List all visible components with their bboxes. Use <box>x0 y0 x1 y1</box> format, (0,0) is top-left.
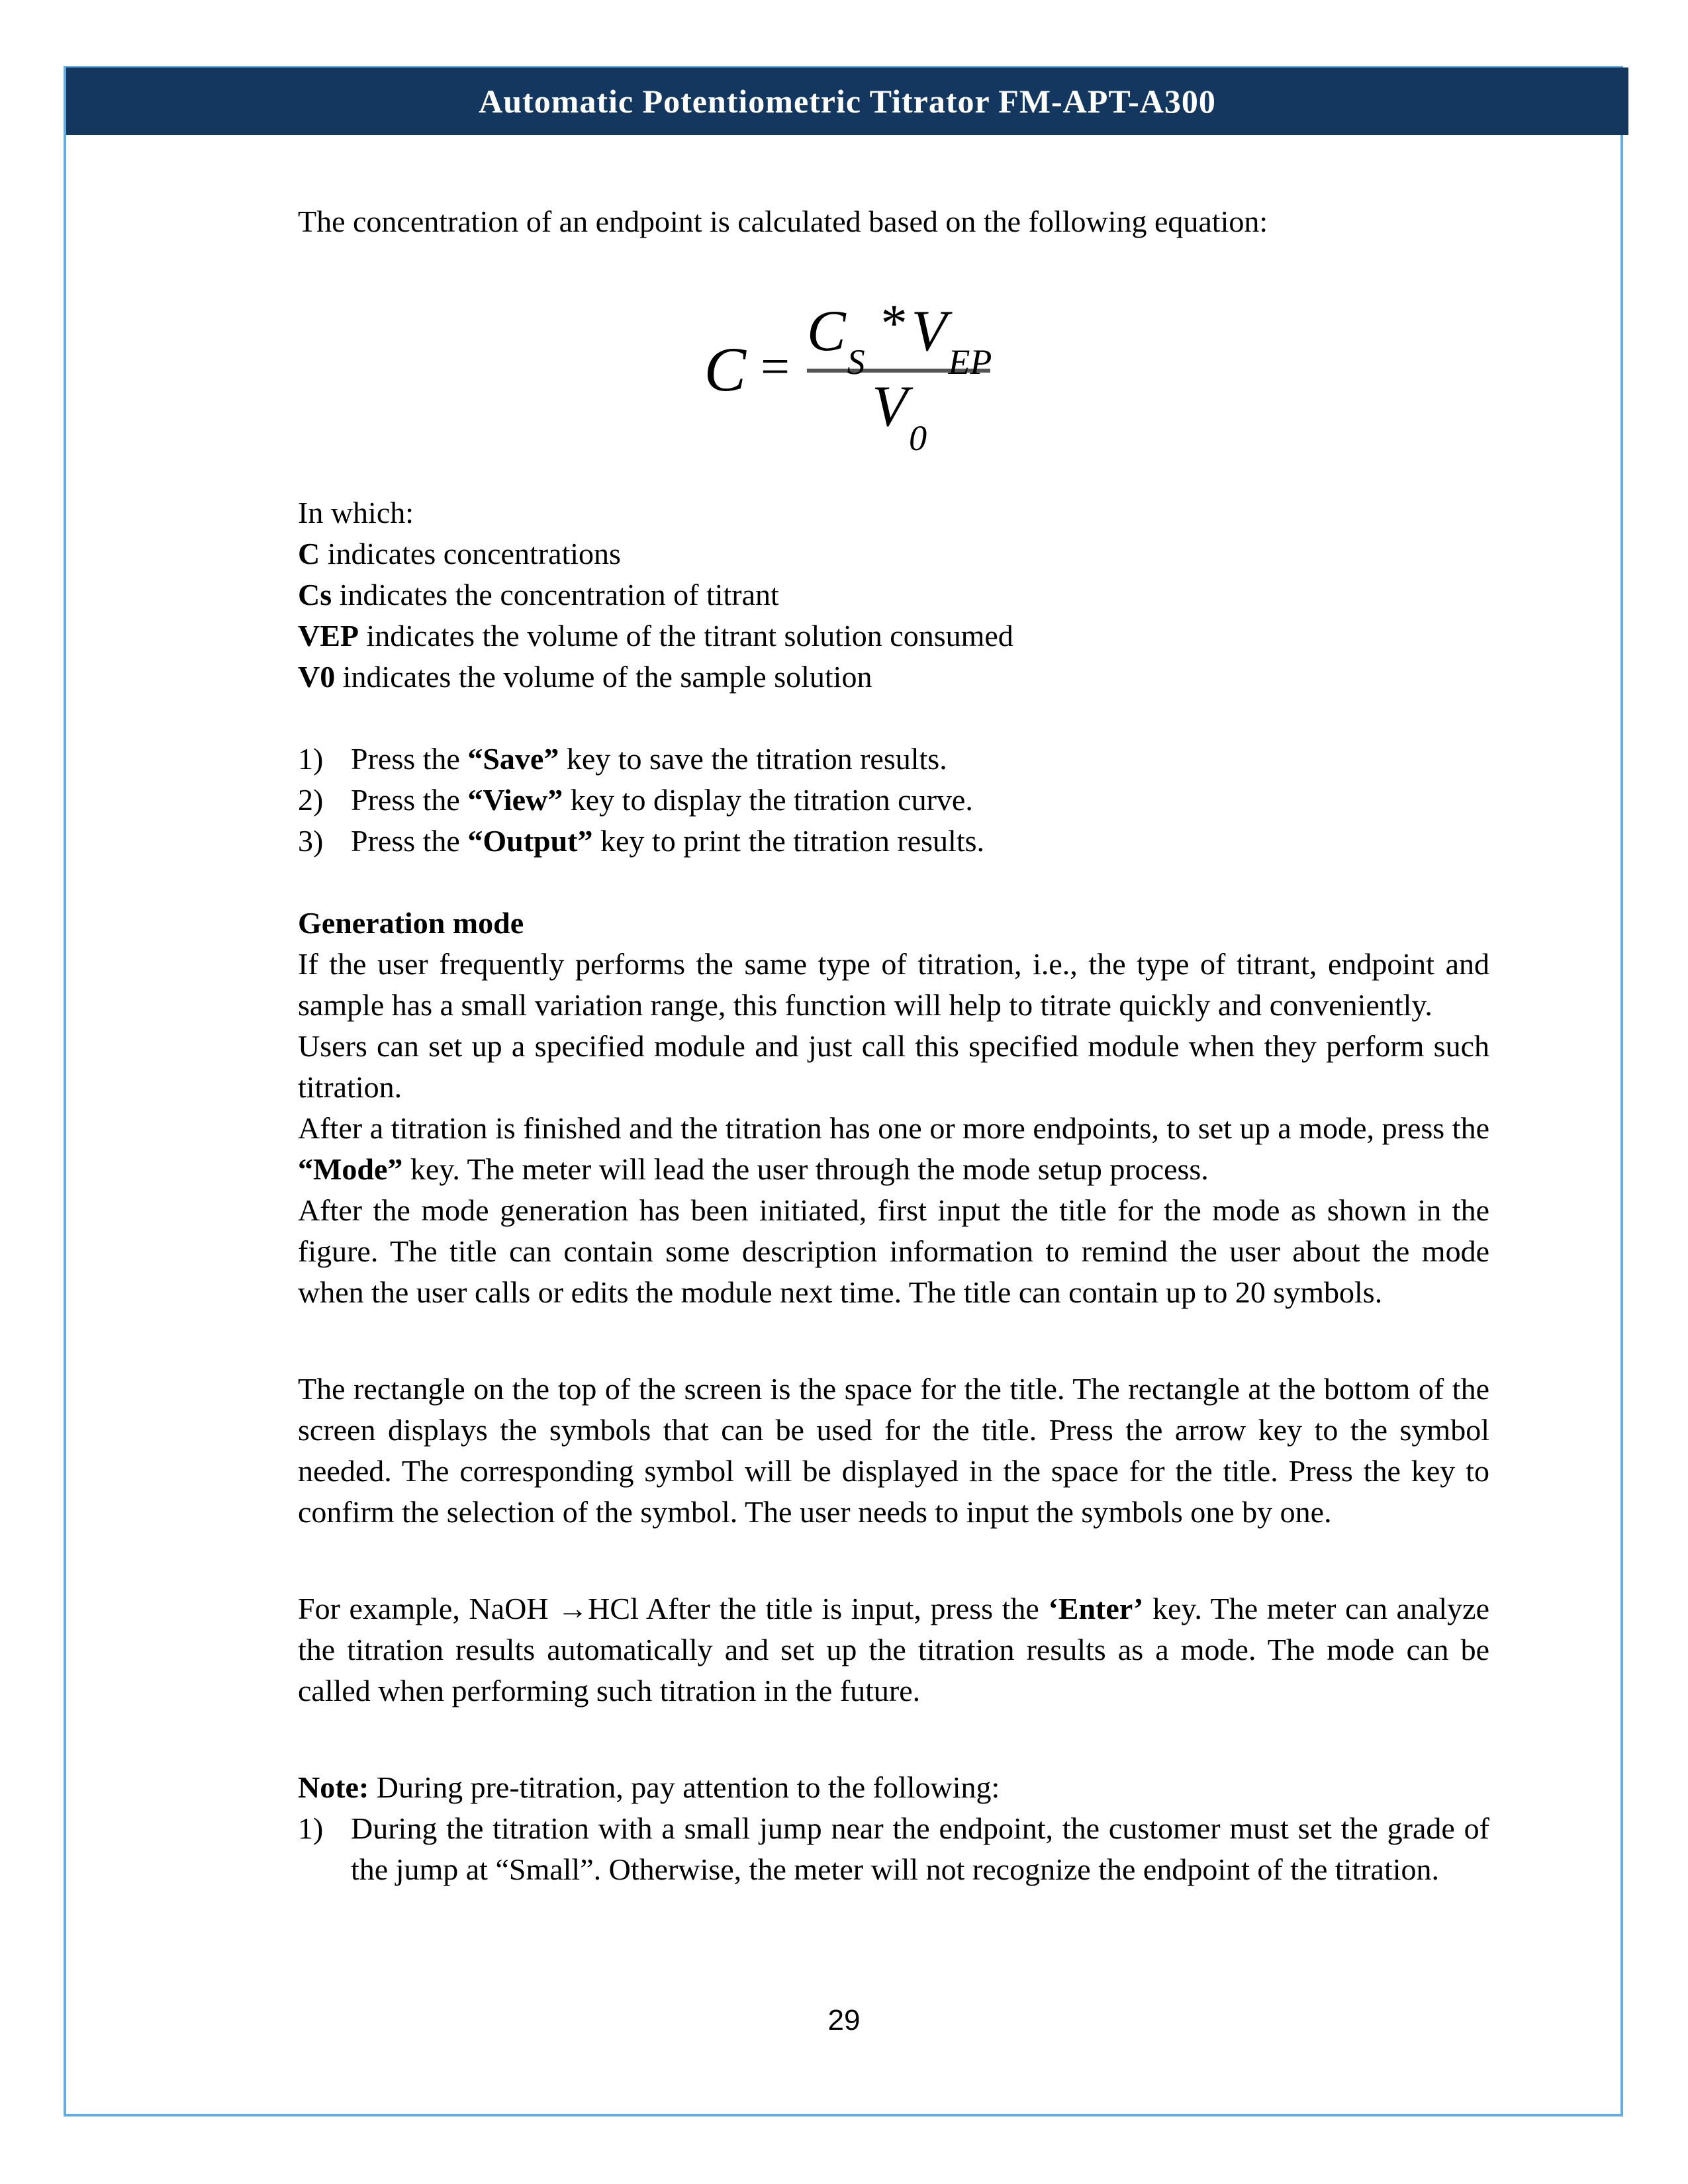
step-text: key to print the titration results. <box>592 824 985 858</box>
definition-line <box>298 533 1489 574</box>
definition-desc: indicates the volume of the sample solution <box>335 660 872 694</box>
step-text: Press the <box>351 742 468 776</box>
key-steps-list <box>298 739 1489 862</box>
key-name: “View” <box>467 783 563 817</box>
paragraph-text: key. The meter can analyze the titration results automatically and set up the titration results as a mode. The mode can be called when performing such titration in the future. <box>298 1592 1489 1707</box>
definition-term: C <box>298 537 320 570</box>
list-item <box>298 821 1489 862</box>
paragraph-generation-1: If the user frequently performs the same type of titration, i.e., the type of titrant, endpoint and sample has a small variation range, this function will help to titrate quickly and conveniently. <box>298 947 1489 1022</box>
step-text: key to display the titration curve. <box>563 783 973 817</box>
definition-line <box>298 574 1489 615</box>
multiply-operator: * <box>880 294 908 353</box>
key-name: ‘Enter’ <box>1048 1592 1144 1625</box>
step-text: Press the <box>351 783 468 817</box>
page-number: 29 <box>827 2004 861 2036</box>
paragraph-text: For example, NaOH →HCl After the title is input, press the <box>298 1592 1049 1625</box>
note-text: During pre-titration, pay attention to the following: <box>369 1770 1000 1804</box>
paragraph-generation-4: After the mode generation has been initiated, first input the title for the mode as shown in the figure. The title can contain some description information to remind the user about the mode when the user calls or edits the module next time. The title can contain up to 20 symbols. <box>298 1193 1489 1309</box>
page-content <box>298 135 1489 1890</box>
list-text <box>351 739 1489 780</box>
definition-desc: indicates concentrations <box>320 537 621 570</box>
equation-denominator <box>872 375 927 458</box>
key-name: “Output” <box>467 824 593 858</box>
paragraph-generation-2: Users can set up a specified module and just call this specified module when they perform such titration. <box>298 1029 1489 1104</box>
equation-numerator <box>806 294 992 383</box>
note-paragraph <box>298 1767 1489 1808</box>
generation-mode-heading: Generation mode <box>298 906 524 940</box>
step-text: key to save the titration results. <box>559 742 947 776</box>
paragraph-example <box>298 1588 1489 1711</box>
header-bar <box>66 68 1628 135</box>
numerator-vep-sub: EP <box>948 342 992 383</box>
definition-term: VEP <box>298 619 359 653</box>
list-number: 1) <box>298 742 324 776</box>
definition-term: V0 <box>298 660 336 694</box>
numerator-cs-sub: S <box>847 342 865 383</box>
list-number: 1) <box>298 1811 324 1845</box>
definition-line <box>298 657 1489 698</box>
equation <box>252 283 1443 458</box>
list-text <box>351 821 1489 862</box>
paragraph-rectangle: The rectangle on the top of the screen is the space for the title. The rectangle at the bottom of the screen displays the symbols that can be used for the title. Press the arrow key to the symbol needed. The corresponding symbol will be displayed in the space for the title. Press the key to confirm the selection of the symbol. The user needs to input the symbols one by one. <box>298 1372 1489 1529</box>
equation-lhs: C <box>704 334 746 404</box>
paragraph-text: key. The meter will lead the user through the mode setup process. <box>402 1152 1209 1186</box>
paragraph-generation-3 <box>298 1108 1489 1190</box>
definition-desc: indicates the concentration of titrant <box>332 578 779 612</box>
intro-paragraph: The concentration of an endpoint is calculated based on the following equation: <box>298 205 1268 238</box>
paragraph-text: After a titration is finished and the titration has one or more endpoints, to set up a mode, press the <box>298 1111 1489 1145</box>
definitions-block <box>298 492 1489 698</box>
definition-desc: indicates the volume of the titrant solution consumed <box>359 619 1013 653</box>
numerator-cs: C <box>806 298 846 363</box>
list-text <box>351 780 1489 821</box>
list-number: 2) <box>298 783 324 817</box>
definition-line <box>298 615 1489 657</box>
denominator-v: V <box>872 375 908 439</box>
key-name: “Save” <box>467 742 559 776</box>
step-text: Press the <box>351 824 468 858</box>
equation-equals: = <box>760 338 790 395</box>
note-item-text: During the titration with a small jump near the endpoint, the customer must set the grade of the jump at “Small”. Otherwise, the meter will not recognize the endpoint of the titration. <box>351 1811 1489 1886</box>
list-number: 3) <box>298 824 324 858</box>
page-title: Automatic Potentiometric Titrator FM-APT-A300 <box>479 83 1216 120</box>
note-label: Note: <box>298 1770 369 1804</box>
list-item <box>298 739 1489 780</box>
numerator-vep: V <box>911 298 947 363</box>
denominator-v-sub: 0 <box>909 418 927 458</box>
definition-term: Cs <box>298 578 332 612</box>
definitions-heading: In which: <box>298 496 414 529</box>
key-name: “Mode” <box>298 1152 403 1186</box>
note-list-item <box>298 1808 1489 1890</box>
list-item <box>298 780 1489 821</box>
equation-fraction <box>806 294 992 458</box>
